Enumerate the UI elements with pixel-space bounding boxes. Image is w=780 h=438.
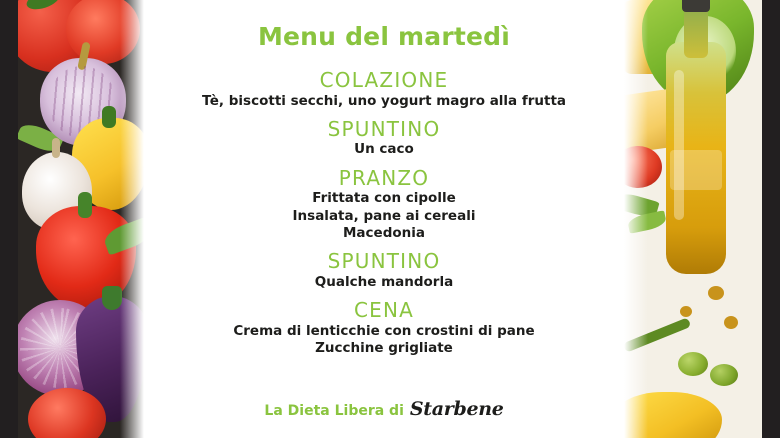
meal-item: Crema di lenticchie con crostini di pane (233, 322, 535, 339)
red-pepper-icon (36, 206, 136, 310)
meal-block (202, 299, 566, 357)
meal-heading: PRANZO (338, 165, 430, 190)
meal-item: Macedonia (343, 224, 425, 241)
right-food-collage (622, 0, 762, 438)
meal-item: Tè, biscotti secchi, uno yogurt magro alla frutta (201, 92, 567, 109)
tomato-icon (622, 146, 662, 188)
tomato-icon (66, 0, 140, 64)
meal-heading: CENA (353, 297, 415, 322)
cheese-hole (708, 286, 724, 300)
meal-block (202, 167, 566, 242)
meal-heading: SPUNTINO (327, 249, 441, 274)
cheese-hole (724, 316, 738, 329)
frame-right-edge (762, 0, 780, 438)
frame-left-edge (0, 0, 18, 438)
meal-block (202, 250, 566, 291)
meal-block (202, 69, 566, 110)
left-vegetable-collage (18, 0, 146, 438)
olive-icon (710, 364, 738, 386)
bottle-neck (684, 6, 708, 58)
menu-panel (146, 0, 622, 438)
bottle-highlight (674, 70, 684, 220)
meal-item: Insalata, pane ai cereali (292, 207, 476, 224)
footer-branding (264, 398, 503, 420)
meal-heading: COLAZIONE (319, 68, 449, 92)
footer-prefix: La Dieta Libera di (264, 403, 404, 419)
cheese-hole (680, 306, 692, 317)
olive-icon (678, 352, 708, 376)
meal-item: Zucchine grigliate (315, 339, 453, 356)
brand-logo-starbene: Starbene (409, 398, 504, 420)
bottle-cap (682, 0, 710, 12)
olive-branch-icon (623, 317, 692, 352)
meal-item: Frittata con cipolle (312, 190, 456, 207)
meal-block (202, 118, 566, 159)
meal-item: Un caco (354, 141, 414, 158)
meal-list (202, 67, 566, 357)
bottle-label (670, 150, 722, 190)
meal-heading: SPUNTINO (327, 116, 441, 141)
page-title: Menu del martedì (257, 22, 511, 51)
yellow-pepper-icon (622, 392, 722, 438)
meal-item: Qualche mandorla (314, 273, 454, 290)
leaf-icon (627, 210, 667, 234)
